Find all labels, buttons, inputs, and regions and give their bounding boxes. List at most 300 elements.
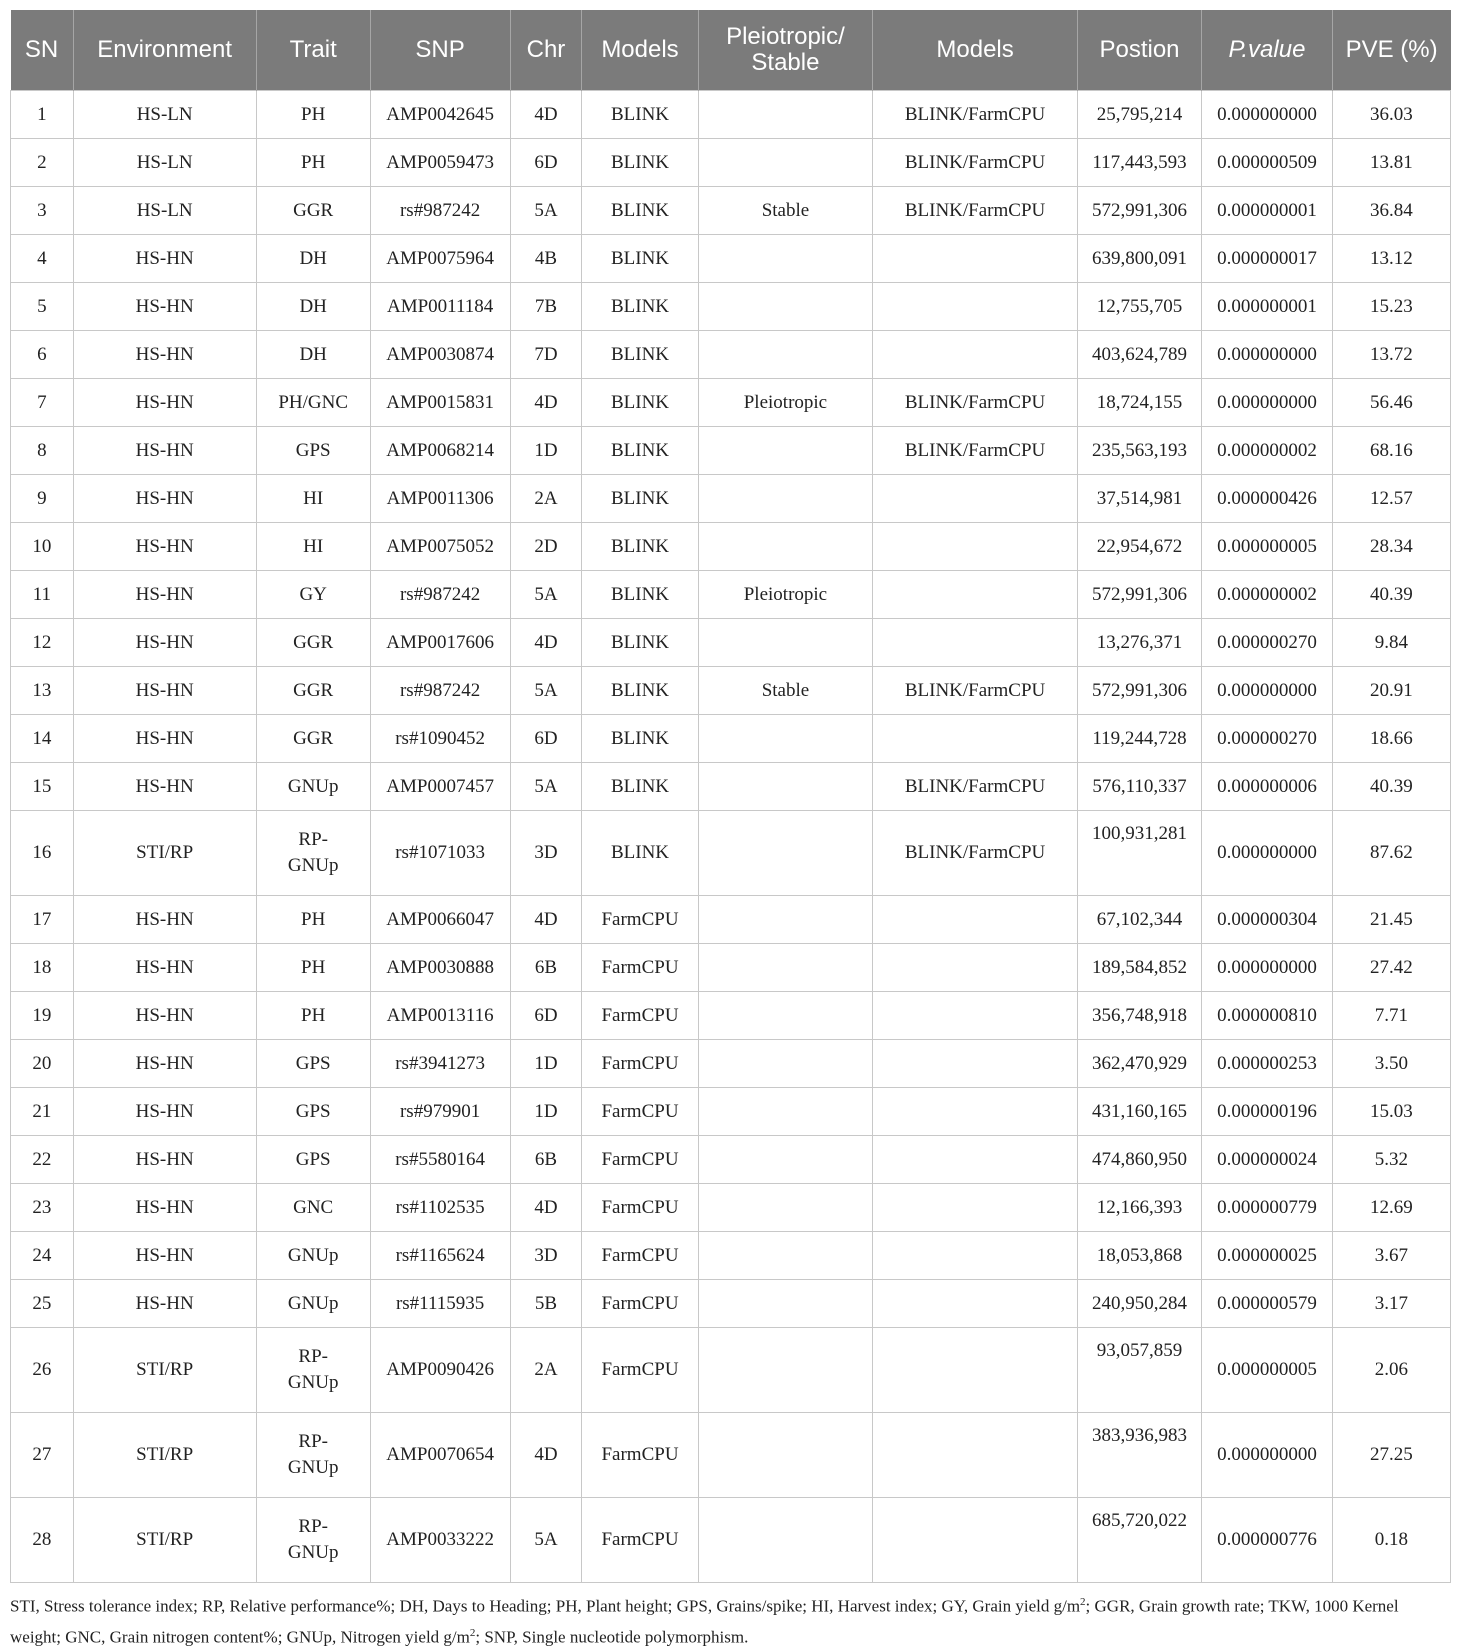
cell-environment: HS-LN xyxy=(73,139,256,187)
cell-trait: GGR xyxy=(256,619,370,667)
cell-models-2 xyxy=(873,331,1078,379)
cell-snp: rs#987242 xyxy=(370,667,510,715)
cell-position: 67,102,344 xyxy=(1077,896,1201,944)
cell-pvalue: 0.000000017 xyxy=(1202,235,1333,283)
table-row xyxy=(11,571,1451,619)
cell-pve: 36.03 xyxy=(1332,91,1450,139)
cell-models-2 xyxy=(873,944,1078,992)
cell-models: BLINK xyxy=(582,571,698,619)
cell-models-2 xyxy=(873,1413,1078,1498)
cell-pvalue: 0.000000000 xyxy=(1202,944,1333,992)
cell-environment: HS-HN xyxy=(73,331,256,379)
cell-environment: HS-HN xyxy=(73,715,256,763)
cell-sn: 3 xyxy=(11,187,74,235)
cell-pleiotropic-stable xyxy=(698,1328,873,1413)
cell-position: 25,795,214 xyxy=(1077,91,1201,139)
table-row xyxy=(11,235,1451,283)
cell-chr: 6D xyxy=(510,715,582,763)
cell-pleiotropic-stable: Stable xyxy=(698,667,873,715)
cell-position: 117,443,593 xyxy=(1077,139,1201,187)
cell-pleiotropic-stable: Pleiotropic xyxy=(698,379,873,427)
cell-sn: 11 xyxy=(11,571,74,619)
cell-trait xyxy=(256,1498,370,1583)
cell-trait: GGR xyxy=(256,715,370,763)
cell-pve: 56.46 xyxy=(1332,379,1450,427)
cell-sn: 28 xyxy=(11,1498,74,1583)
cell-models-2 xyxy=(873,1280,1078,1328)
cell-models-2: BLINK/FarmCPU xyxy=(873,763,1078,811)
cell-snp: rs#987242 xyxy=(370,571,510,619)
footnote-sup1: 2 xyxy=(1080,1596,1086,1608)
cell-position: 362,470,929 xyxy=(1077,1040,1201,1088)
cell-pleiotropic-stable xyxy=(698,283,873,331)
footnote-part2: ; GGR, Grain growth rate; TKW, 1000 Kernel weight; GNC, Grain nitrogen content%; GNUp, Nitrogen yield g/m xyxy=(10,1596,1399,1647)
cell-position: 685,720,022 xyxy=(1077,1498,1201,1583)
table-row xyxy=(11,1232,1451,1280)
cell-pleiotropic-stable xyxy=(698,1413,873,1498)
cell-trait: PH xyxy=(256,944,370,992)
cell-pvalue: 0.000000000 xyxy=(1202,667,1333,715)
cell-models-2 xyxy=(873,1328,1078,1413)
cell-pleiotropic-stable xyxy=(698,427,873,475)
cell-pve: 5.32 xyxy=(1332,1136,1450,1184)
cell-snp: rs#1115935 xyxy=(370,1280,510,1328)
table-row xyxy=(11,992,1451,1040)
header-pvalue xyxy=(1202,10,1333,91)
cell-pleiotropic-stable xyxy=(698,944,873,992)
cell-pleiotropic-stable xyxy=(698,1040,873,1088)
cell-snp: rs#987242 xyxy=(370,187,510,235)
cell-pve: 3.50 xyxy=(1332,1040,1450,1088)
header-pvalue-text: P.value xyxy=(1228,36,1306,63)
cell-environment: HS-HN xyxy=(73,475,256,523)
cell-models-2: BLINK/FarmCPU xyxy=(873,91,1078,139)
cell-pleiotropic-stable: Pleiotropic xyxy=(698,571,873,619)
cell-environment: HS-HN xyxy=(73,944,256,992)
cell-sn: 21 xyxy=(11,1088,74,1136)
cell-chr: 4D xyxy=(510,91,582,139)
cell-sn: 17 xyxy=(11,896,74,944)
cell-pve: 9.84 xyxy=(1332,619,1450,667)
cell-snp: rs#5580164 xyxy=(370,1136,510,1184)
header-models-2: Models xyxy=(873,10,1078,91)
cell-pve: 27.42 xyxy=(1332,944,1450,992)
cell-snp: AMP0070654 xyxy=(370,1413,510,1498)
cell-trait: PH/GNC xyxy=(256,379,370,427)
cell-pvalue: 0.000000001 xyxy=(1202,283,1333,331)
cell-pleiotropic-stable xyxy=(698,992,873,1040)
header-row xyxy=(11,10,1451,91)
cell-chr: 6D xyxy=(510,139,582,187)
cell-models-2 xyxy=(873,1088,1078,1136)
cell-models-2 xyxy=(873,523,1078,571)
cell-chr: 5A xyxy=(510,667,582,715)
table-row xyxy=(11,1088,1451,1136)
cell-pleiotropic-stable xyxy=(698,1232,873,1280)
table-row xyxy=(11,763,1451,811)
cell-models: FarmCPU xyxy=(582,992,698,1040)
cell-models-2 xyxy=(873,715,1078,763)
cell-models-2 xyxy=(873,896,1078,944)
cell-pve: 68.16 xyxy=(1332,427,1450,475)
cell-pve: 20.91 xyxy=(1332,667,1450,715)
cell-models-2 xyxy=(873,1040,1078,1088)
cell-models-2: BLINK/FarmCPU xyxy=(873,139,1078,187)
cell-environment: HS-HN xyxy=(73,1184,256,1232)
cell-pvalue: 0.000000779 xyxy=(1202,1184,1333,1232)
cell-environment: HS-HN xyxy=(73,667,256,715)
cell-chr: 5A xyxy=(510,187,582,235)
cell-environment: STI/RP xyxy=(73,1498,256,1583)
cell-sn: 26 xyxy=(11,1328,74,1413)
cell-snp: AMP0015831 xyxy=(370,379,510,427)
cell-position: 18,724,155 xyxy=(1077,379,1201,427)
cell-chr: 2A xyxy=(510,475,582,523)
cell-position: 576,110,337 xyxy=(1077,763,1201,811)
cell-trait: PH xyxy=(256,139,370,187)
cell-models: BLINK xyxy=(582,811,698,896)
cell-trait: GPS xyxy=(256,1136,370,1184)
cell-models: BLINK xyxy=(582,235,698,283)
cell-pvalue: 0.000000025 xyxy=(1202,1232,1333,1280)
cell-snp: AMP0090426 xyxy=(370,1328,510,1413)
cell-environment: HS-HN xyxy=(73,619,256,667)
cell-position: 572,991,306 xyxy=(1077,571,1201,619)
cell-snp: AMP0042645 xyxy=(370,91,510,139)
cell-trait-text: RP- GNUp xyxy=(287,1346,339,1393)
cell-chr: 2D xyxy=(510,523,582,571)
cell-models-2: BLINK/FarmCPU xyxy=(873,187,1078,235)
cell-environment: HS-HN xyxy=(73,283,256,331)
cell-snp: AMP0033222 xyxy=(370,1498,510,1583)
header-pve: PVE (%) xyxy=(1332,10,1450,91)
cell-trait: GY xyxy=(256,571,370,619)
cell-trait: HI xyxy=(256,523,370,571)
cell-pve: 15.03 xyxy=(1332,1088,1450,1136)
cell-sn: 7 xyxy=(11,379,74,427)
cell-pve: 18.66 xyxy=(1332,715,1450,763)
cell-chr: 5B xyxy=(510,1280,582,1328)
table-row xyxy=(11,1413,1451,1498)
cell-models-2 xyxy=(873,1136,1078,1184)
cell-pve: 40.39 xyxy=(1332,571,1450,619)
cell-pve: 15.23 xyxy=(1332,283,1450,331)
cell-models-2: BLINK/FarmCPU xyxy=(873,379,1078,427)
cell-models: BLINK xyxy=(582,619,698,667)
cell-trait: GPS xyxy=(256,1088,370,1136)
table-row xyxy=(11,944,1451,992)
cell-pve: 13.81 xyxy=(1332,139,1450,187)
cell-sn: 2 xyxy=(11,139,74,187)
cell-pve: 3.67 xyxy=(1332,1232,1450,1280)
cell-pleiotropic-stable xyxy=(698,523,873,571)
table-row xyxy=(11,1184,1451,1232)
cell-chr: 5A xyxy=(510,1498,582,1583)
cell-chr: 4D xyxy=(510,1184,582,1232)
cell-chr: 4D xyxy=(510,1413,582,1498)
cell-pve: 28.34 xyxy=(1332,523,1450,571)
cell-environment: HS-HN xyxy=(73,1280,256,1328)
cell-snp: AMP0075052 xyxy=(370,523,510,571)
header-pleiotropic-stable: Pleiotropic/ Stable xyxy=(698,10,873,91)
cell-chr: 4D xyxy=(510,619,582,667)
cell-pve: 2.06 xyxy=(1332,1328,1450,1413)
cell-snp: AMP0075964 xyxy=(370,235,510,283)
cell-trait-text: RP- GNUp xyxy=(287,829,339,876)
cell-pvalue: 0.000000000 xyxy=(1202,91,1333,139)
cell-trait xyxy=(256,1328,370,1413)
cell-snp: rs#1102535 xyxy=(370,1184,510,1232)
cell-trait: PH xyxy=(256,992,370,1040)
cell-chr: 4D xyxy=(510,379,582,427)
cell-chr: 4D xyxy=(510,896,582,944)
cell-trait: DH xyxy=(256,331,370,379)
cell-chr: 7D xyxy=(510,331,582,379)
cell-trait: GNUp xyxy=(256,1280,370,1328)
cell-pvalue: 0.000000000 xyxy=(1202,1413,1333,1498)
cell-pleiotropic-stable xyxy=(698,1280,873,1328)
cell-snp: AMP0066047 xyxy=(370,896,510,944)
table-row xyxy=(11,715,1451,763)
cell-trait: DH xyxy=(256,235,370,283)
cell-environment: HS-HN xyxy=(73,992,256,1040)
cell-pvalue: 0.000000005 xyxy=(1202,1328,1333,1413)
cell-pvalue: 0.000000000 xyxy=(1202,331,1333,379)
cell-snp: AMP0011306 xyxy=(370,475,510,523)
cell-chr: 6B xyxy=(510,1136,582,1184)
cell-models: FarmCPU xyxy=(582,1040,698,1088)
cell-pve: 3.17 xyxy=(1332,1280,1450,1328)
cell-models: BLINK xyxy=(582,331,698,379)
cell-pvalue: 0.000000426 xyxy=(1202,475,1333,523)
cell-pve: 7.71 xyxy=(1332,992,1450,1040)
cell-trait-text: RP- GNUp xyxy=(287,1431,339,1478)
cell-models-2 xyxy=(873,1184,1078,1232)
cell-pve: 13.72 xyxy=(1332,331,1450,379)
cell-pvalue: 0.000000776 xyxy=(1202,1498,1333,1583)
cell-sn: 12 xyxy=(11,619,74,667)
cell-chr: 2A xyxy=(510,1328,582,1413)
cell-models: BLINK xyxy=(582,379,698,427)
cell-position: 93,057,859 xyxy=(1077,1328,1201,1413)
cell-position: 383,936,983 xyxy=(1077,1413,1201,1498)
cell-position: 13,276,371 xyxy=(1077,619,1201,667)
cell-environment: HS-HN xyxy=(73,1088,256,1136)
cell-models: FarmCPU xyxy=(582,1232,698,1280)
cell-models-2: BLINK/FarmCPU xyxy=(873,427,1078,475)
cell-environment: HS-HN xyxy=(73,235,256,283)
snp-table xyxy=(10,10,1451,1583)
table-row xyxy=(11,379,1451,427)
cell-trait: GPS xyxy=(256,1040,370,1088)
cell-pvalue: 0.000000002 xyxy=(1202,427,1333,475)
cell-models: BLINK xyxy=(582,763,698,811)
table-row xyxy=(11,1328,1451,1413)
header-environment: Environment xyxy=(73,10,256,91)
cell-trait-text: RP- GNUp xyxy=(287,1516,339,1563)
table-container xyxy=(10,10,1451,1650)
cell-sn: 22 xyxy=(11,1136,74,1184)
cell-pleiotropic-stable xyxy=(698,1498,873,1583)
cell-environment: STI/RP xyxy=(73,1413,256,1498)
cell-models: BLINK xyxy=(582,91,698,139)
cell-trait: GNC xyxy=(256,1184,370,1232)
cell-pve: 27.25 xyxy=(1332,1413,1450,1498)
cell-pve: 87.62 xyxy=(1332,811,1450,896)
header-position: Postion xyxy=(1077,10,1201,91)
cell-models: FarmCPU xyxy=(582,1088,698,1136)
cell-position: 356,748,918 xyxy=(1077,992,1201,1040)
cell-models-2 xyxy=(873,1232,1078,1280)
table-row xyxy=(11,1498,1451,1583)
cell-models: BLINK xyxy=(582,283,698,331)
cell-pleiotropic-stable xyxy=(698,91,873,139)
cell-chr: 3D xyxy=(510,811,582,896)
cell-environment: HS-HN xyxy=(73,1040,256,1088)
cell-pvalue: 0.000000024 xyxy=(1202,1136,1333,1184)
cell-models: BLINK xyxy=(582,523,698,571)
cell-pvalue: 0.000000579 xyxy=(1202,1280,1333,1328)
cell-position: 189,584,852 xyxy=(1077,944,1201,992)
footnote-part3: ; SNP, Single nucleotide polymorphism. xyxy=(475,1627,749,1647)
cell-position: 37,514,981 xyxy=(1077,475,1201,523)
cell-snp: rs#979901 xyxy=(370,1088,510,1136)
cell-position: 403,624,789 xyxy=(1077,331,1201,379)
cell-position: 474,860,950 xyxy=(1077,1136,1201,1184)
table-row xyxy=(11,811,1451,896)
cell-pleiotropic-stable: Stable xyxy=(698,187,873,235)
cell-sn: 15 xyxy=(11,763,74,811)
cell-trait xyxy=(256,811,370,896)
cell-pvalue: 0.000000810 xyxy=(1202,992,1333,1040)
cell-pvalue: 0.000000001 xyxy=(1202,187,1333,235)
table-row xyxy=(11,427,1451,475)
cell-snp: AMP0030888 xyxy=(370,944,510,992)
table-row xyxy=(11,91,1451,139)
table-row xyxy=(11,1136,1451,1184)
cell-models-2 xyxy=(873,1498,1078,1583)
cell-chr: 6B xyxy=(510,944,582,992)
cell-pvalue: 0.000000002 xyxy=(1202,571,1333,619)
cell-sn: 6 xyxy=(11,331,74,379)
cell-pve: 12.57 xyxy=(1332,475,1450,523)
cell-sn: 10 xyxy=(11,523,74,571)
cell-trait: GGR xyxy=(256,187,370,235)
cell-sn: 9 xyxy=(11,475,74,523)
cell-position: 18,053,868 xyxy=(1077,1232,1201,1280)
cell-chr: 4B xyxy=(510,235,582,283)
cell-chr: 1D xyxy=(510,1040,582,1088)
cell-position: 235,563,193 xyxy=(1077,427,1201,475)
table-row xyxy=(11,283,1451,331)
cell-environment: HS-LN xyxy=(73,187,256,235)
cell-models-2 xyxy=(873,475,1078,523)
header-chr: Chr xyxy=(510,10,582,91)
cell-environment: HS-HN xyxy=(73,763,256,811)
cell-snp: AMP0013116 xyxy=(370,992,510,1040)
cell-models: FarmCPU xyxy=(582,1280,698,1328)
table-row xyxy=(11,1040,1451,1088)
cell-models: BLINK xyxy=(582,667,698,715)
cell-pvalue: 0.000000270 xyxy=(1202,715,1333,763)
footnote-part1: STI, Stress tolerance index; RP, Relative performance%; DH, Days to Heading; PH, Plant height; GPS, Grains/spike; HI, Harvest index; GY, Grain yield g/m xyxy=(10,1596,1081,1616)
table-row xyxy=(11,331,1451,379)
header-snp: SNP xyxy=(370,10,510,91)
cell-trait: HI xyxy=(256,475,370,523)
cell-sn: 18 xyxy=(11,944,74,992)
cell-models-2: BLINK/FarmCPU xyxy=(873,667,1078,715)
cell-snp: AMP0068214 xyxy=(370,427,510,475)
header-sn: SN xyxy=(11,10,74,91)
cell-environment: STI/RP xyxy=(73,1328,256,1413)
cell-sn: 27 xyxy=(11,1413,74,1498)
cell-sn: 1 xyxy=(11,91,74,139)
cell-environment: HS-HN xyxy=(73,379,256,427)
cell-environment: HS-HN xyxy=(73,523,256,571)
cell-position: 572,991,306 xyxy=(1077,667,1201,715)
cell-sn: 8 xyxy=(11,427,74,475)
header-trait: Trait xyxy=(256,10,370,91)
cell-chr: 7B xyxy=(510,283,582,331)
cell-models: BLINK xyxy=(582,475,698,523)
table-row xyxy=(11,187,1451,235)
cell-models: FarmCPU xyxy=(582,944,698,992)
cell-pvalue: 0.000000006 xyxy=(1202,763,1333,811)
cell-chr: 3D xyxy=(510,1232,582,1280)
cell-models: FarmCPU xyxy=(582,1184,698,1232)
cell-pve: 40.39 xyxy=(1332,763,1450,811)
cell-environment: HS-HN xyxy=(73,896,256,944)
cell-sn: 4 xyxy=(11,235,74,283)
cell-snp: rs#3941273 xyxy=(370,1040,510,1088)
footnote xyxy=(10,1589,1451,1650)
cell-pvalue: 0.000000270 xyxy=(1202,619,1333,667)
cell-pleiotropic-stable xyxy=(698,331,873,379)
cell-pvalue: 0.000000304 xyxy=(1202,896,1333,944)
cell-chr: 5A xyxy=(510,571,582,619)
cell-pve: 21.45 xyxy=(1332,896,1450,944)
cell-trait: DH xyxy=(256,283,370,331)
cell-chr: 6D xyxy=(510,992,582,1040)
table-row xyxy=(11,475,1451,523)
cell-position: 431,160,165 xyxy=(1077,1088,1201,1136)
cell-environment: HS-LN xyxy=(73,91,256,139)
cell-models-2 xyxy=(873,235,1078,283)
cell-environment: HS-HN xyxy=(73,427,256,475)
cell-pleiotropic-stable xyxy=(698,619,873,667)
cell-pve: 12.69 xyxy=(1332,1184,1450,1232)
cell-pleiotropic-stable xyxy=(698,763,873,811)
cell-pve: 0.18 xyxy=(1332,1498,1450,1583)
cell-trait: PH xyxy=(256,896,370,944)
cell-position: 22,954,672 xyxy=(1077,523,1201,571)
table-body xyxy=(11,91,1451,1583)
cell-sn: 25 xyxy=(11,1280,74,1328)
footnote-sup2: 2 xyxy=(469,1626,476,1639)
cell-sn: 5 xyxy=(11,283,74,331)
cell-models-2 xyxy=(873,992,1078,1040)
cell-chr: 5A xyxy=(510,763,582,811)
cell-pleiotropic-stable xyxy=(698,1088,873,1136)
cell-pvalue: 0.000000000 xyxy=(1202,811,1333,896)
cell-snp: rs#1165624 xyxy=(370,1232,510,1280)
cell-trait: GPS xyxy=(256,427,370,475)
cell-sn: 13 xyxy=(11,667,74,715)
cell-snp: AMP0011184 xyxy=(370,283,510,331)
cell-pvalue: 0.000000253 xyxy=(1202,1040,1333,1088)
cell-snp: AMP0007457 xyxy=(370,763,510,811)
table-row xyxy=(11,667,1451,715)
